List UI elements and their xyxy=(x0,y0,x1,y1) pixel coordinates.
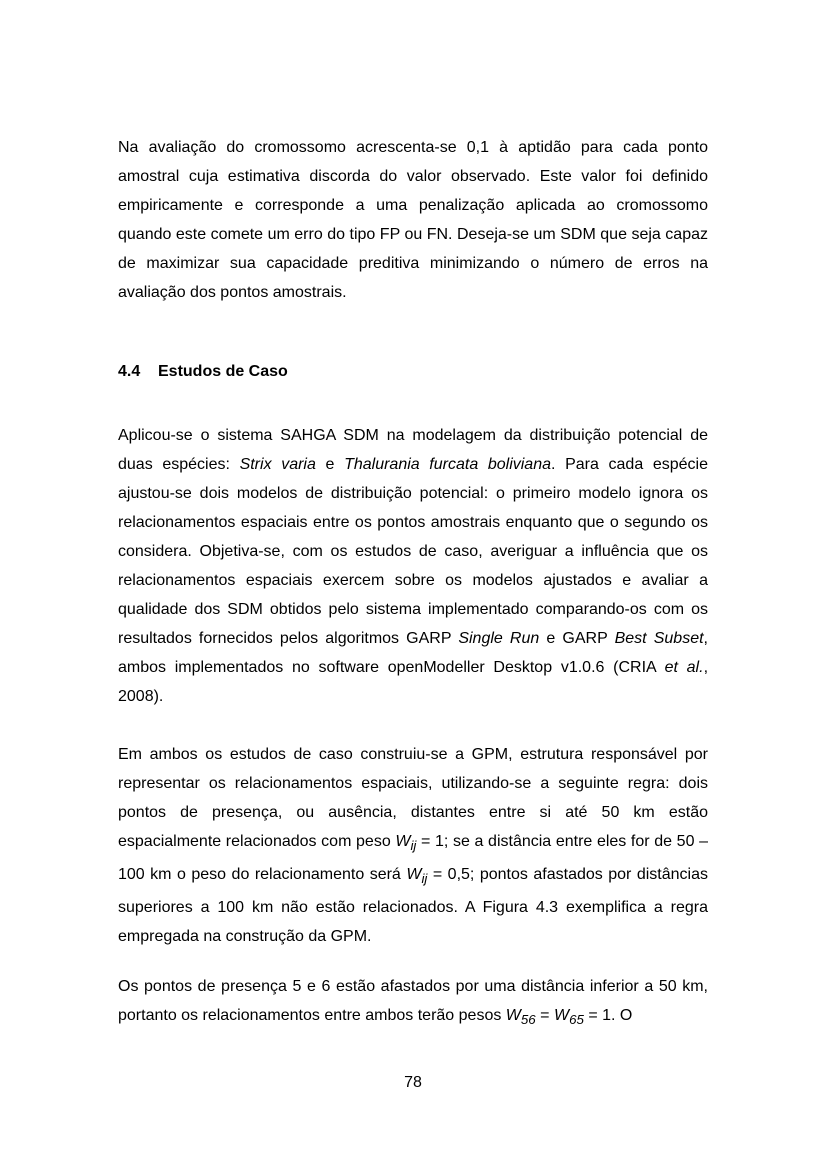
section-number: 4.4 xyxy=(118,363,141,380)
text-run: = 0,5; pontos afastados por distâncias superiores a 100 km não estão relacionados. A Figura 4.3 exemplifica a regra empregada na construção da GPM. xyxy=(118,866,708,946)
text-run: = 1. O xyxy=(583,1007,633,1024)
text-run: Em ambos os estudos de caso construiu-se a GPM, estrutura responsável por representar os relacionamentos espaciais, utilizando-se a seguinte regra: dois pontos de presença, ou ausência, distantes entre si até 50 km estão espacialmente relacionados com peso xyxy=(118,746,708,850)
paragraph-evaluation: Na avaliação do cromossomo acrescenta-se 0,1 à aptidão para cada ponto amostral cuja estimativa discorda do valor observado. Este valor foi definido empiricamente e corresponde a uma penalização aplicada ao cromossomo quando este comete um erro do tipo FP ou FN. Deseja-se um SDM que seja capaz de maximizar sua capacidade preditiva minimizando o número de erros na avaliação dos pontos amostrais. xyxy=(118,139,708,301)
text-run: Aplicou-se o sistema SAHGA SDM na modelagem da distribuição potencial de duas espécies: xyxy=(118,427,708,473)
text-run: e xyxy=(315,456,345,473)
algorithm-name: Best Subset xyxy=(614,630,704,647)
page-number: 78 xyxy=(404,1074,422,1091)
text-run: = xyxy=(535,1007,554,1024)
section-heading xyxy=(118,361,288,383)
species-name: Thalurania furcata boliviana xyxy=(344,456,552,473)
paragraph-case-studies xyxy=(118,421,708,711)
section-title: Estudos de Caso xyxy=(158,363,288,380)
weight-symbol: $W_{65}$ xyxy=(553,1007,584,1028)
text-run: , ambos implementados no software openModeller Desktop v1.0.6 (CRIA xyxy=(118,630,708,676)
text-run: . Para cada espécie ajustou-se dois modelos de distribuição potencial: o primeiro modelo ignora os relacionamentos espaciais entre os pontos amostrais enquanto que o segundo os considera. Objetiva-se, com os estudos de caso, averiguar a influência que os relacionamentos espaciais exercem sobre os modelos ajustados e avaliar a qualidade dos SDM obtidos pelo sistema implementado comparando-os com os resultados fornecidos pelos algoritmos GARP xyxy=(118,456,709,647)
citation-etal: et al. xyxy=(664,659,704,676)
weight-symbol: $W_{ij}$ xyxy=(395,833,417,854)
paragraph-gpm xyxy=(118,740,708,951)
text-run: , 2008). xyxy=(118,659,709,705)
species-name: Strix varia xyxy=(239,456,316,473)
text-run: e GARP xyxy=(539,630,615,647)
weight-symbol: $W_{56}$ xyxy=(505,1007,536,1028)
text-run: Os pontos de presença 5 e 6 estão afastados por uma distância inferior a 50 km, portanto os relacionamentos entre ambos terão pesos xyxy=(118,978,708,1024)
weight-symbol: $W_{ij}$ xyxy=(406,866,428,887)
paragraph-presence-points xyxy=(118,972,708,1034)
text-run: = 1; se a distância entre eles for de 50 – 100 km o peso do relacionamento será xyxy=(118,833,708,884)
algorithm-name: Single Run xyxy=(458,630,540,647)
